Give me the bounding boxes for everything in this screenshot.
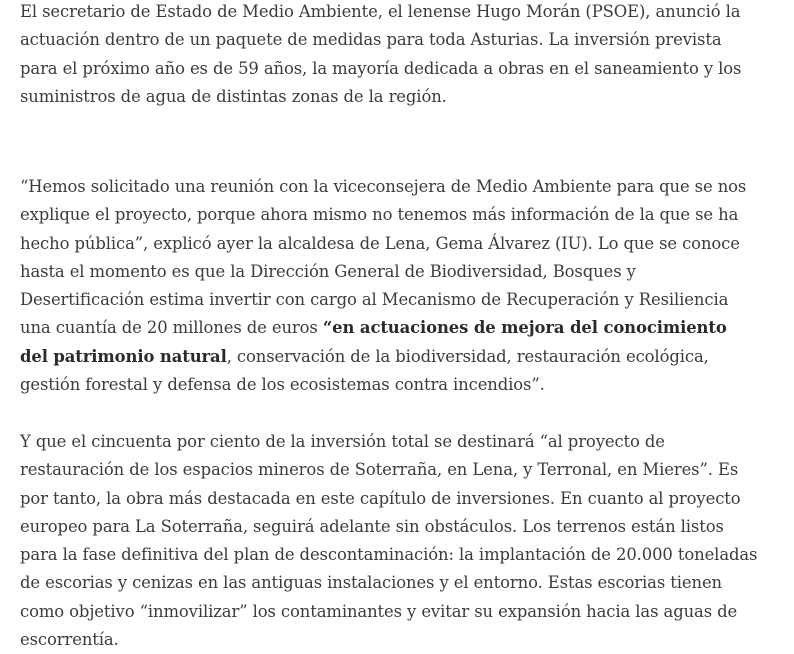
article-paragraph-3: Y que el cincuenta por ciento de la inversión total se destinará “al proyecto de restauración de los espacios mineros de Soterraña, en Lena, y Terronal, en Mieres”. Es por tanto, la obra más destacada en este capítulo de inversiones. En cuanto al proyecto europeo para La Soterraña, seguirá adelante sin obstáculos. Los terrenos están listos para la fase definitiva del plan de descontaminación: la implantación de 20.000 toneladas de escorias y cenizas en las antiguas instalaciones y el entorno. Estas escorias tienen como objetivo “inmovilizar” los contaminantes y evitar su expansión hacia las aguas de escorrentía. xyxy=(20,432,758,650)
article-paragraph-1: El secretario de Estado de Medio Ambiente, el lenense Hugo Morán (PSOE), anunció la actuación dentro de un paquete de medidas para toda Asturias. La inversión prevista para el próximo año es de 59 años, la mayoría dedicada a obras en el saneamiento y los suministros de agua de distintas zonas de la región. xyxy=(20,2,742,106)
paragraph-2-bold-quote: “en actuaciones de mejora del conocimiento del patrimonio natural xyxy=(20,318,727,366)
paragraph-2-text-start: “Hemos solicitado una reunión con la viceconsejera de Medio Ambiente para que se nos explique el proyecto, porque ahora mismo no tenemos más información de la que se ha hecho pública”, explicó ayer la alcaldesa de Lena, Gema Álvarez (IU). Lo que se conoce hasta el momento es que la Dirección General de Biodiversidad, Bosques y Desertificación estima invertir con cargo al Mecanismo de Recuperación y Resiliencia una cuantía de 20 millones de euros xyxy=(20,177,747,338)
paragraph-2-text-end: , conservación de la biodiversidad, restauración ecológica, gestión forestal y defensa de los ecosistemas contra incendios”. xyxy=(20,346,709,395)
article-paragraph-2 xyxy=(20,173,760,399)
